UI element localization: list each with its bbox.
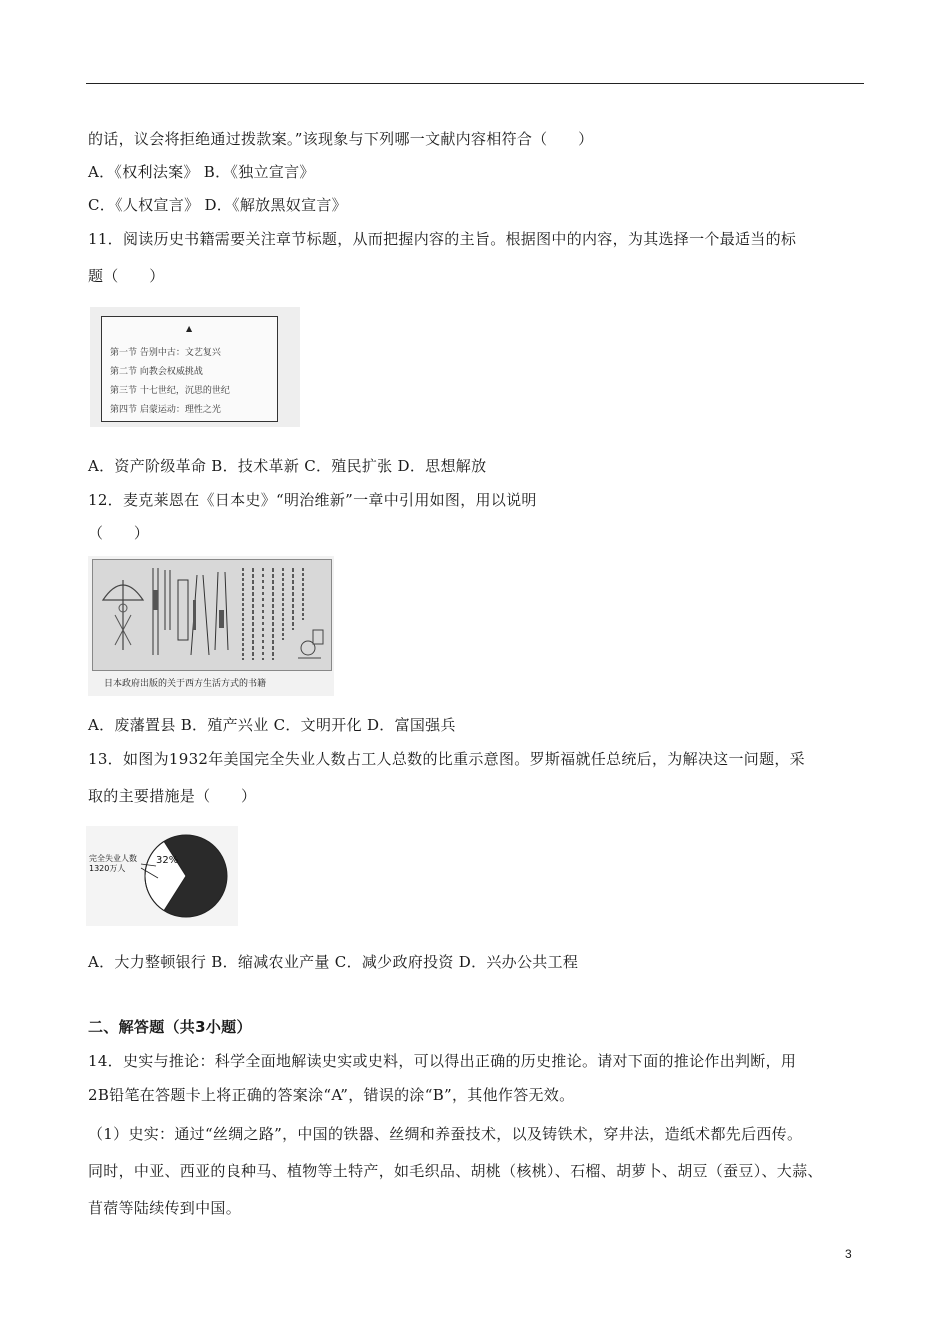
question-13-stem-cont: 取的主要措施是（ ） xyxy=(88,787,257,805)
figure-meiji-book xyxy=(88,556,334,696)
question-10-options-ab: A．《权利法案》 B．《独立宣言》 xyxy=(88,163,315,181)
pie-label-title: 完全失业人数 xyxy=(89,854,137,863)
page-number: 3 xyxy=(845,1247,852,1261)
question-14-stem: 14．史实与推论：科学全面地解读史实或史料，可以得出正确的历史推论。请对下面的推论作出判断，用 xyxy=(88,1052,797,1070)
question-12-options: A．废藩置县 B．殖产兴业 C．文明开化 D．富国强兵 xyxy=(88,716,456,734)
toc-entry: 第三节 十七世纪，沉思的世纪 xyxy=(110,386,230,396)
book-illustration-drawing xyxy=(93,560,331,670)
question-13-options: A．大力整顿银行 B．缩减农业产量 C．减少政府投资 D．兴办公共工程 xyxy=(88,953,579,971)
question-10-options-cd: C．《人权宣言》 D．《解放黑奴宣言》 xyxy=(88,196,347,214)
figure-unemployment-pie xyxy=(86,826,238,926)
figure-table-of-contents xyxy=(90,307,300,427)
book-illustration xyxy=(92,559,332,671)
toc-entry: 第二节 向教会权威挑战 xyxy=(110,367,203,377)
question-14-fact-1: （1）史实：通过“丝绸之路”，中国的铁器、丝绸和养蚕技术，以及铸铁术，穿井法，造纸术都先后西传。 xyxy=(88,1125,803,1143)
toc-entry: 第四节 启蒙运动：理性之光 xyxy=(110,405,221,415)
question-14-fact-1-end: 苜蓿等陆续传到中国。 xyxy=(88,1199,242,1217)
question-10-stem-end: 的话，议会将拒绝通过拨款案。”该现象与下列哪一文献内容相符合（ ） xyxy=(88,130,594,148)
toc-entry: 第一节 告别中古：文艺复兴 xyxy=(110,348,221,358)
figure-caption: 日本政府出版的关于西方生活方式的书籍 xyxy=(104,679,267,689)
pie-label-value: 1320万人 xyxy=(89,864,126,873)
toc-frame xyxy=(101,316,278,422)
header-rule xyxy=(86,83,864,84)
question-11-stem-cont: 题（ ） xyxy=(88,267,165,285)
section-heading: 二、解答题（共3小题） xyxy=(88,1018,252,1036)
question-12-stem: 12．麦克莱恩在《日本史》“明治维新”一章中引用如图，用以说明 xyxy=(88,491,537,509)
pie-percent-label: 32% xyxy=(156,855,179,866)
question-13-stem: 13．如图为1932年美国完全失业人数占工人总数的比重示意图。罗斯福就任总统后，为解决这一问题，采 xyxy=(88,750,805,768)
question-11-stem: 11．阅读历史书籍需要关注章节标题，从而把握内容的主旨。根据图中的内容，为其选择一个最适当的标 xyxy=(88,230,797,248)
toc-marker: ▲ xyxy=(186,324,193,333)
question-11-options: A．资产阶级革命 B．技术革新 C．殖民扩张 D．思想解放 xyxy=(88,457,487,475)
question-14-stem-cont: 2B铅笔在答题卡上将正确的答案涂“A”，错误的涂“B”，其他作答无效。 xyxy=(88,1086,575,1104)
question-12-stem-cont: （ ） xyxy=(88,524,150,542)
pie-chart xyxy=(86,826,238,926)
question-14-fact-1-cont: 同时，中亚、西亚的良种马、植物等土特产，如毛织品、胡桃（核桃）、石榴、胡萝卜、胡豆（蚕豆）、大蒜、 xyxy=(88,1162,823,1180)
